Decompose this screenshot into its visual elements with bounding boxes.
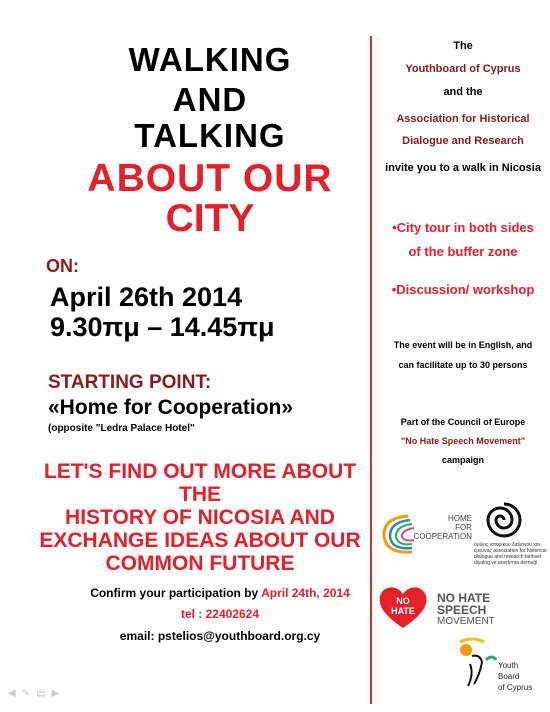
event-info: [376, 335, 550, 375]
ahdr-logo-text: όμιλος ιστορικού διαλόγου και έρευνας association for historical dialogue and research tarihsel diyalog ve araştırma derneği: [474, 542, 547, 566]
tagline-line: LET'S FIND OUT MORE ABOUT THE: [43, 460, 357, 506]
on-label: ON:: [46, 256, 79, 276]
event-time: 9.30πμ – 14.45πμ: [50, 312, 275, 342]
next-arrow-icon[interactable]: ▶: [51, 688, 66, 699]
no-hate-heart-text: [378, 596, 428, 616]
bullet-discussion: •Discussion/ workshop: [391, 282, 535, 297]
invite-text: invite you to a walk in Nicosia: [385, 162, 541, 174]
tagline-line: HISTORY OF NICOSIA AND: [65, 506, 335, 529]
prev-arrow-icon[interactable]: ◀: [8, 688, 22, 699]
telephone: tel : 22402624: [180, 607, 260, 621]
home-logo-line: FOR: [455, 523, 472, 532]
no-hate-line: MOVEMENT: [437, 616, 495, 627]
bullet-city-tour: [376, 216, 550, 264]
no-hate-heart-line: NO: [396, 596, 410, 606]
starting-point-label: STARTING POINT:: [48, 372, 212, 393]
venue-note: (opposite "Ledra Palace Hotel": [48, 423, 195, 434]
menu-icon[interactable]: ▤: [36, 688, 52, 699]
org-association: [376, 108, 550, 152]
email: email: pstelios@youthboard.org.cy: [119, 629, 321, 643]
no-hate-line: NO HATE: [437, 591, 491, 605]
yb-line: Youth: [498, 661, 519, 670]
slide-nav-controls[interactable]: [8, 688, 65, 699]
bullet-line: •City tour in both sides: [392, 220, 534, 235]
event-date: April 26th 2014: [50, 282, 243, 312]
yb-line: of Cyprus: [498, 683, 533, 692]
title-line-about-our: ABOUT OUR: [87, 157, 333, 200]
no-hate-speech-logo-text: [437, 592, 495, 628]
campaign-line: campaign: [441, 455, 484, 465]
tagline: [26, 460, 374, 575]
org-youthboard: Youthboard of Cyprus: [405, 63, 521, 75]
confirm-date: April 24th, 2014: [261, 586, 350, 600]
home-logo-text: [412, 514, 472, 541]
bullet-line: of the buffer zone: [408, 244, 518, 259]
home-logo-line: HOME: [448, 514, 472, 523]
campaign-info: [376, 413, 550, 470]
title-line-and: AND: [172, 81, 248, 118]
column-divider: [370, 36, 372, 704]
no-hate-heart-line: HATE: [391, 606, 415, 616]
title-line-city: CITY: [165, 197, 255, 240]
pen-icon[interactable]: ✎: [21, 688, 37, 699]
home-logo-line: COOPERATION: [413, 532, 472, 541]
org-association-line: Association for Historical: [396, 113, 530, 125]
org-the: The: [453, 40, 473, 52]
confirm-line: [60, 586, 380, 600]
event-info-line: The event will be in English, and: [393, 340, 533, 350]
campaign-line: "No Hate Speech Movement": [400, 436, 526, 446]
org-and: and the: [443, 86, 483, 98]
org-association-line: Dialogue and Research: [402, 135, 524, 147]
no-hate-line: SPEECH: [437, 603, 487, 617]
youth-board-logo-text: [498, 660, 532, 693]
venue-name: «Home for Cooperation»: [48, 396, 294, 419]
yb-line: Board: [498, 672, 520, 681]
title-line-walking: WALKING: [128, 41, 292, 78]
confirm-text: Confirm your participation by: [90, 586, 259, 600]
ahdr-logo: [484, 500, 524, 540]
campaign-line: Part of the Council of Europe: [400, 417, 526, 427]
title-line-talking: TALKING: [134, 117, 286, 154]
youth-board-logo: [452, 634, 502, 694]
tagline-line: EXCHANGE IDEAS ABOUT OUR: [39, 529, 361, 552]
event-info-line: can facilitate up to 30 persons: [398, 360, 528, 370]
tagline-line: COMMON FUTURE: [105, 552, 295, 575]
